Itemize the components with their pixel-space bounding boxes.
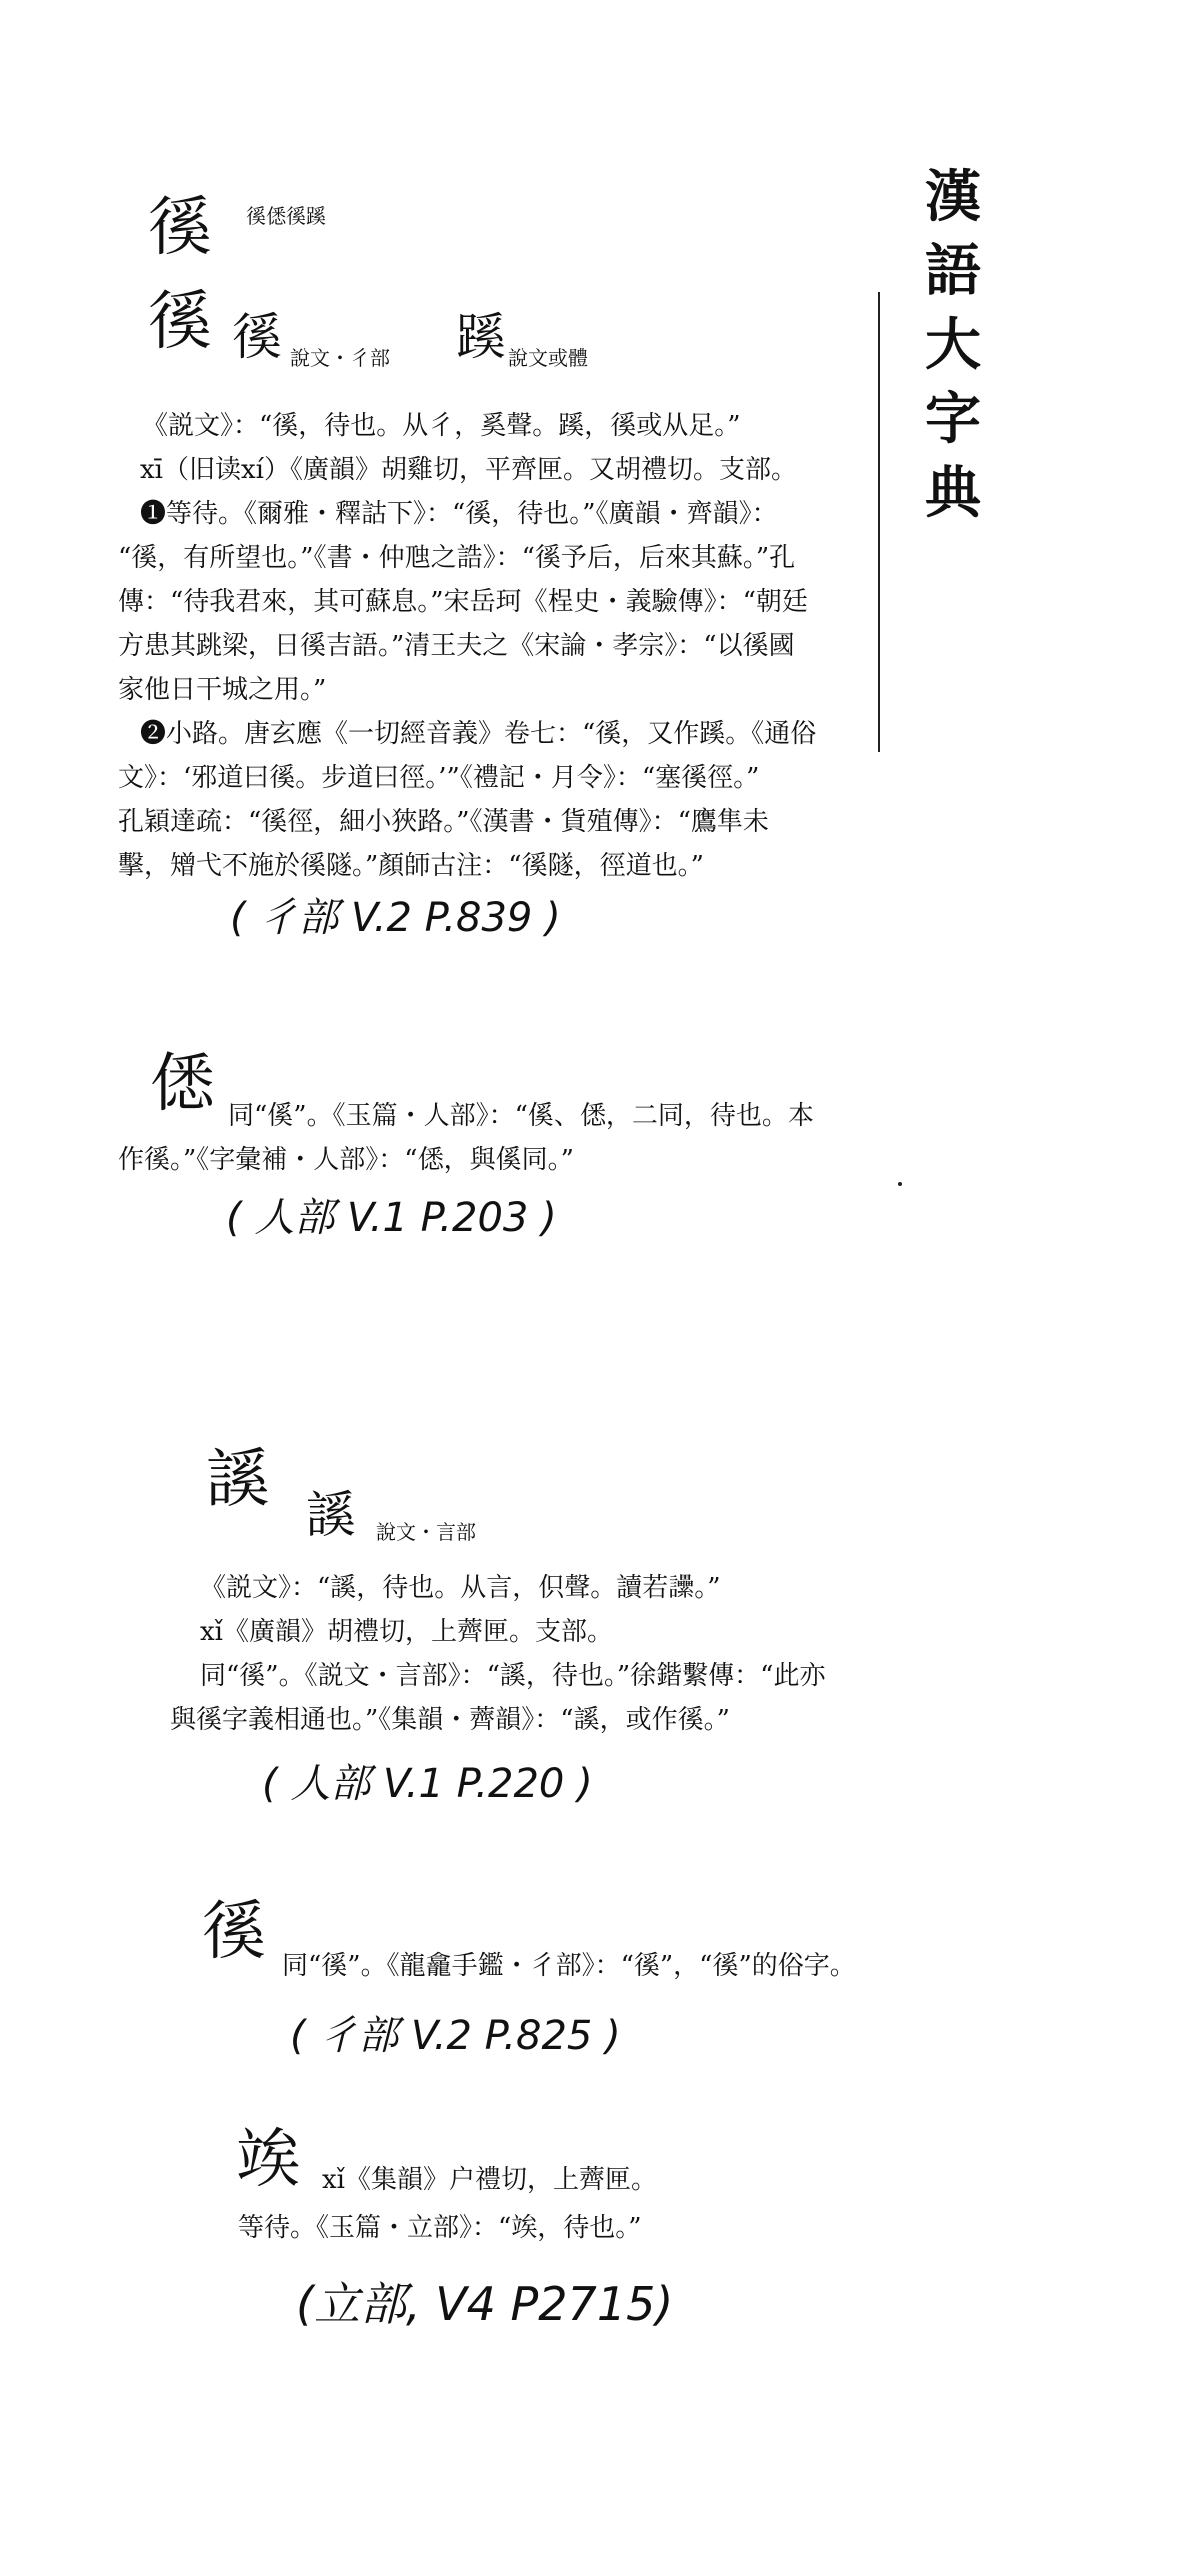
margin-rule: [878, 292, 880, 752]
title-char: 語: [925, 238, 981, 304]
entry1-seal-label-1: 說文・彳部: [290, 346, 390, 370]
entry1-definition-line: 傳：“待我君來，其可蘇息。”宋岳珂《桯史・義驗傳》：“朝廷: [118, 587, 808, 617]
entry5-handwritten-reference: (立部, V4 P2715): [296, 2277, 674, 2331]
entry1-definition-line: xī（旧读xí）《廣韻》胡雞切，平齊匣。又胡禮切。支部。: [140, 455, 797, 485]
entry1-seal-script-1: 徯: [232, 308, 282, 366]
title-char: 大: [925, 312, 981, 378]
title-char: 字: [925, 386, 981, 452]
entry4-head-char: 徯: [202, 1895, 266, 1969]
entry1-handwritten-reference: ( 彳部 V.2 P.839 ): [230, 895, 561, 941]
title-char: 漢: [925, 164, 981, 230]
entry1-definition-line: 文》：‘邪道曰徯。步道曰徑。’”《禮記・月令》：“塞徯徑。”: [118, 763, 760, 793]
entry1-seal-label-2: 說文或體: [508, 346, 588, 370]
entry2-head-char: 僁: [150, 1047, 214, 1121]
entry3-head-char: 謑: [206, 1443, 270, 1517]
entry1-seal-script-2: 蹊: [456, 308, 506, 366]
entry2-definition-line: 同“傒”。《玉篇・人部》：“傒、僁，二同，待也。本: [228, 1101, 814, 1131]
entry5-definition-line: 等待。《玉篇・立部》：“竢，待也。”: [238, 2213, 642, 2243]
entry4-handwritten-reference: ( 彳部 V.2 P.825 ): [290, 2013, 621, 2059]
entry3-seal-label: 說文・言部: [376, 1520, 476, 1544]
title-char: 典: [925, 460, 981, 526]
entry2-handwritten-reference: ( 人部 V.1 P.203 ): [226, 1195, 557, 1241]
entry1-definition-line: ❶等待。《爾雅・釋詁下》：“徯，待也。”《廣韻・齊韻》：: [140, 499, 778, 529]
entry3-definition-line: xǐ《廣韻》胡禮切，上薺匣。支部。: [200, 1617, 613, 1647]
entry1-definition-line: 《説文》：“徯，待也。从彳，奚聲。蹊，徯或从足。”: [142, 411, 741, 441]
entry4-definition-line: 同“徯”。《龍龕手鑑・彳部》：“徯”，“徯”的俗字。: [282, 1951, 856, 1981]
entry1-definition-line: “徯，有所望也。”《書・仲虺之誥》：“徯予后，后來其蘇。”孔: [118, 543, 796, 573]
entry2-definition-line: 作徯。”《字彙補・人部》：“僁，與傒同。”: [118, 1145, 574, 1175]
entry1-main-char: 徯: [148, 285, 212, 359]
entry3-seal-script: 謑: [306, 1486, 356, 1544]
entry1-definition-line: 家他日干城之用。”: [118, 675, 327, 705]
entry5-definition-line: xǐ《集韻》户禮切，上薺匣。: [322, 2165, 657, 2195]
dictionary-title: [918, 160, 988, 530]
entry1-variants: 徯僁徯蹊: [246, 204, 326, 228]
speck: [898, 1182, 902, 1186]
entry1-definition-line: 孔穎達疏：“徯徑，細小狹路。”《漢書・貨殖傳》：“鷹隼未: [118, 807, 769, 837]
entry1-definition-line: ❷小路。唐玄應《一切經音義》卷七：“徯，又作蹊。《通俗: [140, 719, 817, 749]
entry1-definition-line: 方患其跳梁，日徯吉語。”清王夫之《宋論・孝宗》：“以徯國: [118, 631, 795, 661]
entry5-head-char: 竢: [236, 2123, 300, 2197]
entry1-head-char: 徯: [148, 191, 212, 265]
entry1-definition-line: 擊，矰弋不施於徯隧。”顏師古注：“徯隧，徑道也。”: [118, 851, 704, 881]
entry3-definition-line: 與徯字義相通也。”《集韻・薺韻》：“謑，或作徯。”: [170, 1705, 730, 1735]
entry3-handwritten-reference: ( 人部 V.1 P.220 ): [262, 1761, 593, 1807]
entry3-definition-line: 《説文》：“謑，待也。从言，伿聲。讀若𧮢。”: [200, 1573, 721, 1603]
entry3-definition-line: 同“徯”。《説文・言部》：“謑，待也。”徐鍇繫傳：“此亦: [200, 1661, 826, 1691]
